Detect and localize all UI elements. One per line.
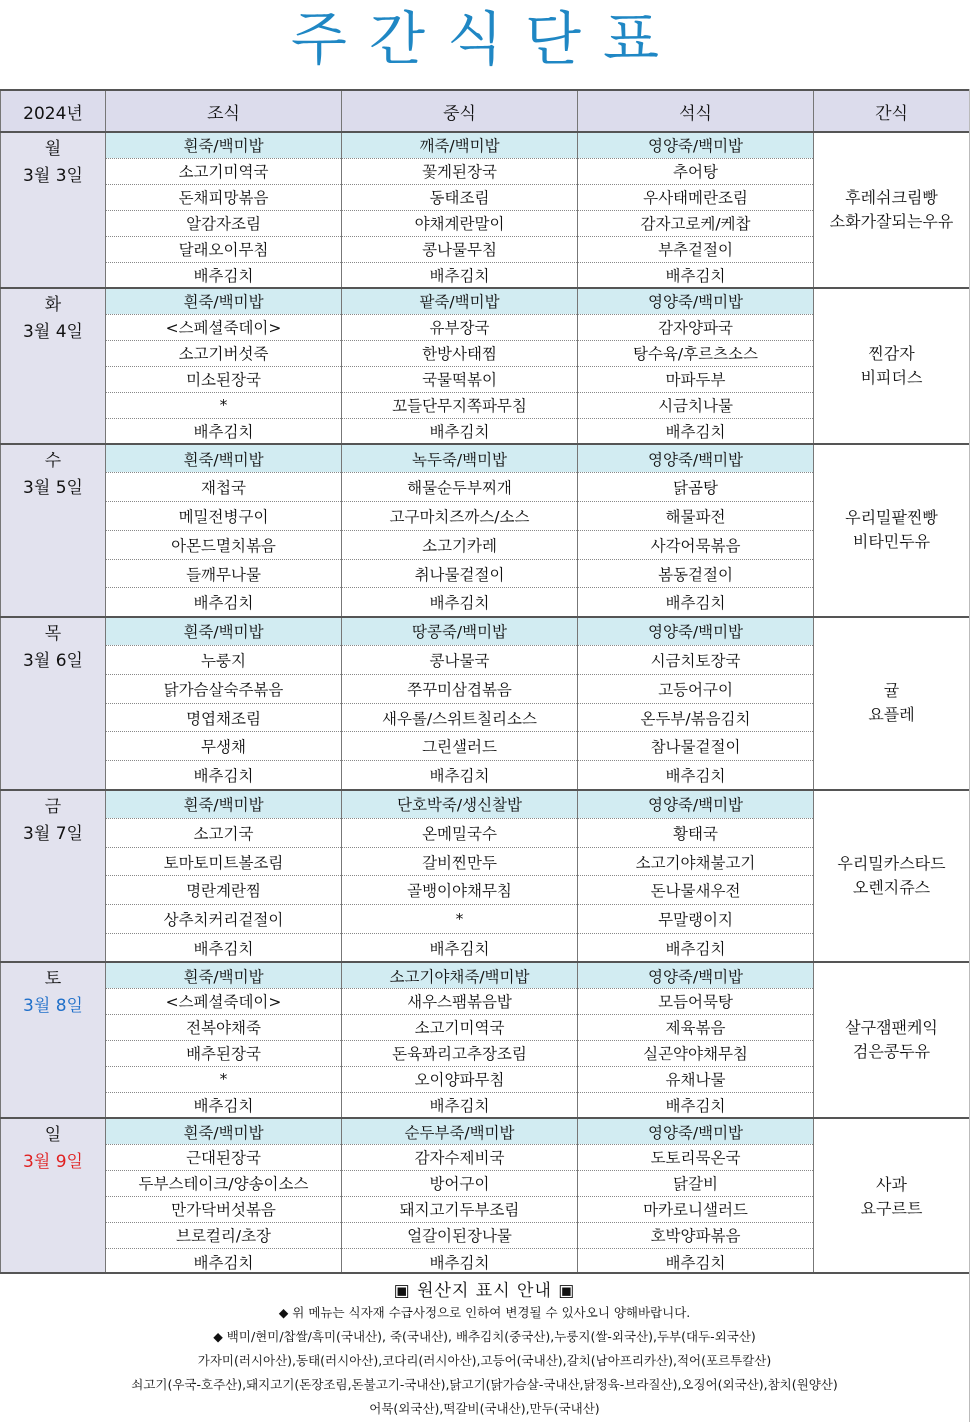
- breakfast-item: 흰죽/백미밥: [106, 617, 342, 646]
- origin-notice: [0, 1272, 969, 1421]
- breakfast-item: 배추된장국: [106, 1040, 342, 1066]
- dinner-item: 닭곰탕: [578, 473, 814, 502]
- lunch-item: 새우롤/스위트칠리소스: [342, 703, 578, 732]
- dinner-item: 배추김치: [578, 1248, 814, 1274]
- menu-row: [1, 962, 970, 988]
- date-label: 3월 5일: [23, 478, 83, 498]
- origin-notice-heading: ▣ 원산지 표시 안내 ▣: [393, 1281, 576, 1301]
- breakfast-item: 흰죽/백미밥: [106, 962, 342, 988]
- breakfast-item: 소고기국: [106, 818, 342, 847]
- notice-line: 쇠고기(우국-호주산),돼지고기(돈장조림,돈불고기-국내산),닭고기(닭가슴살-국내산,닭정육-브라질산),오징어(외국산),참치(원양산): [131, 1377, 838, 1392]
- menu-row: [1, 790, 970, 819]
- day-cell: [1, 132, 106, 288]
- dinner-item: 탕수육/후르츠소스: [578, 340, 814, 366]
- snack-item: 찐감자: [868, 344, 915, 363]
- dinner-item: 마파두부: [578, 366, 814, 392]
- breakfast-item: 소고기버섯죽: [106, 340, 342, 366]
- lunch-item: 오이양파무침: [342, 1066, 578, 1092]
- breakfast-item: 상추치커리겉절이: [106, 905, 342, 934]
- day-cell: [1, 790, 106, 963]
- date-label: 3월 4일: [23, 322, 83, 342]
- breakfast-item: 알감자조림: [106, 210, 342, 236]
- breakfast-item: 흰죽/백미밥: [106, 444, 342, 473]
- breakfast-item: 무생채: [106, 732, 342, 761]
- lunch-item: 깨죽/백미밥: [342, 132, 578, 158]
- lunch-item: 소고기미역국: [342, 1014, 578, 1040]
- menu-row: [1, 288, 970, 314]
- breakfast-item: 배추김치: [106, 418, 342, 444]
- breakfast-item: 만가닥버섯볶음: [106, 1196, 342, 1222]
- notice-line: 가자미(러시아산),동태(러시아산),코다리(러시아산),고등어(국내산),갈치(남아프리카산),적어(포르투칼산): [197, 1353, 772, 1368]
- dinner-item: 무말랭이지: [578, 905, 814, 934]
- lunch-item: 방어구이: [342, 1170, 578, 1196]
- breakfast-item: 들깨무나물: [106, 559, 342, 588]
- snack-item: 요플레: [868, 705, 915, 725]
- dinner-item: 마카로니샐러드: [578, 1196, 814, 1222]
- lunch-item: *: [342, 905, 578, 934]
- dinner-item: 사각어묵볶음: [578, 530, 814, 559]
- breakfast-item: 전복야채죽: [106, 1014, 342, 1040]
- breakfast-item: 배추김치: [106, 761, 342, 790]
- lunch-item: 골뱅이야채무침: [342, 876, 578, 905]
- dinner-item: 봄동겉절이: [578, 559, 814, 588]
- dinner-item: 배추김치: [578, 934, 814, 963]
- date-label: 3월 8일: [23, 996, 83, 1017]
- weekday-label: 수: [44, 451, 62, 471]
- breakfast-item: 소고기미역국: [106, 158, 342, 184]
- dinner-item: 배추김치: [578, 588, 814, 617]
- lunch-item: 취나물겉절이: [342, 559, 578, 588]
- lunch-item: 배추김치: [342, 418, 578, 444]
- dinner-item: 영양죽/백미밥: [578, 444, 814, 473]
- breakfast-item: <스페셜죽데이>: [106, 988, 342, 1014]
- lunch-item: 해물순두부찌개: [342, 473, 578, 502]
- breakfast-item: 두부스테이크/양송이소스: [106, 1170, 342, 1196]
- lunch-item: 순두부죽/백미밥: [342, 1118, 578, 1144]
- breakfast-item: 아몬드멸치볶음: [106, 530, 342, 559]
- dinner-item: 호박양파볶음: [578, 1222, 814, 1248]
- snack-item: 후레쉬크림빵: [845, 188, 938, 207]
- lunch-item: 배추김치: [342, 761, 578, 790]
- weekday-label: 일: [44, 1125, 62, 1146]
- lunch-item: 꼬들단무지쪽파무침: [342, 392, 578, 418]
- lunch-item: 단호박죽/생신찰밥: [342, 790, 578, 819]
- breakfast-item: 명엽채조림: [106, 703, 342, 732]
- breakfast-item: 배추김치: [106, 262, 342, 288]
- dinner-item: 우사태메란조림: [578, 184, 814, 210]
- breakfast-item: 메밀전병구이: [106, 502, 342, 531]
- dinner-item: 소고기야채불고기: [578, 847, 814, 876]
- dinner-item: 영양죽/백미밥: [578, 790, 814, 819]
- snack-cell: [814, 1118, 970, 1274]
- menu-row: [1, 617, 970, 646]
- snack-item: 요구르트: [860, 1198, 923, 1218]
- date-label: 3월 9일: [23, 1152, 83, 1173]
- snack-item: 오렌지쥬스: [852, 877, 931, 897]
- page-edge-divider: [969, 89, 970, 1422]
- dinner-item: 온두부/볶음김치: [578, 703, 814, 732]
- dinner-item: 시금치토장국: [578, 646, 814, 675]
- snack-header: 간식: [814, 90, 970, 132]
- day-cell: [1, 962, 106, 1118]
- breakfast-item: *: [106, 392, 342, 418]
- breakfast-item: 브로컬리/초장: [106, 1222, 342, 1248]
- dinner-item: 유채나물: [578, 1066, 814, 1092]
- breakfast-item: 배추김치: [106, 1248, 342, 1274]
- snack-item: 살구잼팬케익: [845, 1018, 938, 1038]
- dinner-item: 황태국: [578, 818, 814, 847]
- menu-row: [1, 1118, 970, 1144]
- lunch-item: 소고기카레: [342, 530, 578, 559]
- snack-item: 비타민두유: [852, 532, 931, 552]
- breakfast-item: *: [106, 1066, 342, 1092]
- lunch-header: 중식: [342, 90, 578, 132]
- snack-cell: [814, 617, 970, 790]
- lunch-item: 소고기야채죽/백미밥: [342, 962, 578, 988]
- dinner-item: 시금치나물: [578, 392, 814, 418]
- lunch-item: 땅콩죽/백미밥: [342, 617, 578, 646]
- weekday-label: 월: [44, 139, 62, 159]
- snack-item: 귤: [883, 681, 900, 701]
- dinner-item: 실곤약야채무침: [578, 1040, 814, 1066]
- lunch-item: 온메밀국수: [342, 818, 578, 847]
- dinner-item: 영양죽/백미밥: [578, 288, 814, 314]
- snack-cell: [814, 444, 970, 617]
- breakfast-item: 미소된장국: [106, 366, 342, 392]
- menu-body: [1, 132, 970, 1274]
- notice-line: 어묵(외국산),떡갈비(국내산),만두(국내산): [369, 1401, 600, 1416]
- snack-item: 비피더스: [860, 368, 923, 387]
- snack-cell: [814, 132, 970, 288]
- lunch-item: 동태조림: [342, 184, 578, 210]
- lunch-item: 녹두죽/백미밥: [342, 444, 578, 473]
- dinner-item: 닭갈비: [578, 1170, 814, 1196]
- dinner-item: 감자양파국: [578, 314, 814, 340]
- breakfast-item: <스페셜죽데이>: [106, 314, 342, 340]
- weekday-label: 토: [44, 969, 62, 990]
- lunch-item: 새우스팸볶음밥: [342, 988, 578, 1014]
- dinner-item: 배추김치: [578, 418, 814, 444]
- dinner-item: 배추김치: [578, 1092, 814, 1118]
- breakfast-item: 흰죽/백미밥: [106, 132, 342, 158]
- snack-cell: [814, 962, 970, 1118]
- lunch-item: 고구마치즈까스/소스: [342, 502, 578, 531]
- day-cell: [1, 617, 106, 790]
- dinner-item: 영양죽/백미밥: [578, 1118, 814, 1144]
- day-cell: [1, 1118, 106, 1274]
- menu-table: [0, 89, 970, 1274]
- dinner-item: 참나물겉절이: [578, 732, 814, 761]
- breakfast-item: 달래오이무침: [106, 236, 342, 262]
- lunch-item: 배추김치: [342, 934, 578, 963]
- breakfast-item: 흰죽/백미밥: [106, 288, 342, 314]
- dinner-item: 영양죽/백미밥: [578, 962, 814, 988]
- dinner-item: 배추김치: [578, 262, 814, 288]
- breakfast-item: 돈채피망볶음: [106, 184, 342, 210]
- day-cell: [1, 288, 106, 444]
- weekday-label: 금: [44, 796, 62, 817]
- dinner-header: 석식: [578, 90, 814, 132]
- header-row: [1, 90, 970, 132]
- breakfast-item: 배추김치: [106, 588, 342, 617]
- breakfast-item: 닭가슴살숙주볶음: [106, 674, 342, 703]
- breakfast-item: 흰죽/백미밥: [106, 1118, 342, 1144]
- dinner-item: 해물파전: [578, 502, 814, 531]
- notice-line: ◆ 백미/현미/찹쌀/흑미(국내산), 죽(국내산), 배추김치(중국산),누룽지(쌀-외국산),두부(대두-외국산): [213, 1329, 756, 1344]
- lunch-item: 야채계란말이: [342, 210, 578, 236]
- breakfast-item: 토마토미트볼조림: [106, 847, 342, 876]
- lunch-item: 배추김치: [342, 262, 578, 288]
- menu-row: [1, 444, 970, 473]
- breakfast-item: 배추김치: [106, 934, 342, 963]
- breakfast-item: 누룽지: [106, 646, 342, 675]
- dinner-item: 추어탕: [578, 158, 814, 184]
- year-header: 2024년: [1, 90, 106, 132]
- lunch-item: 꽃게된장국: [342, 158, 578, 184]
- notice-line: ◆ 위 메뉴는 식자재 수급사정으로 인하여 변경될 수 있사오니 양해바랍니다.: [278, 1305, 691, 1320]
- dinner-item: 제육볶음: [578, 1014, 814, 1040]
- snack-cell: [814, 790, 970, 963]
- date-label: 3월 6일: [23, 650, 83, 671]
- breakfast-item: 명란계란찜: [106, 876, 342, 905]
- dinner-item: 모듬어묵탕: [578, 988, 814, 1014]
- weekday-label: 화: [44, 295, 62, 315]
- date-label: 3월 3일: [23, 166, 83, 186]
- lunch-item: 얼갈이된장나물: [342, 1222, 578, 1248]
- lunch-item: 돈육꽈리고추장조림: [342, 1040, 578, 1066]
- lunch-item: 배추김치: [342, 588, 578, 617]
- snack-item: 우리밀팥찐빵: [845, 508, 938, 528]
- breakfast-item: 재첩국: [106, 473, 342, 502]
- dinner-item: 도토리묵온국: [578, 1144, 814, 1170]
- dinner-item: 영양죽/백미밥: [578, 132, 814, 158]
- snack-item: 우리밀카스타드: [837, 853, 946, 873]
- lunch-item: 국물떡볶이: [342, 366, 578, 392]
- lunch-item: 유부장국: [342, 314, 578, 340]
- lunch-item: 콩나물무침: [342, 236, 578, 262]
- lunch-item: 쭈꾸미삼겹볶음: [342, 674, 578, 703]
- breakfast-item: 배추김치: [106, 1092, 342, 1118]
- dinner-item: 부추겉절이: [578, 236, 814, 262]
- lunch-item: 배추김치: [342, 1092, 578, 1118]
- dinner-item: 돈나물새우전: [578, 876, 814, 905]
- breakfast-item: 근대된장국: [106, 1144, 342, 1170]
- breakfast-header: 조식: [106, 90, 342, 132]
- weekday-label: 목: [44, 623, 62, 644]
- snack-item: 소화가잘되는우유: [829, 212, 954, 231]
- lunch-item: 팥죽/백미밥: [342, 288, 578, 314]
- dinner-item: 영양죽/백미밥: [578, 617, 814, 646]
- dinner-item: 배추김치: [578, 761, 814, 790]
- lunch-item: 돼지고기두부조림: [342, 1196, 578, 1222]
- lunch-item: 한방사태찜: [342, 340, 578, 366]
- page-title: 주간식단표: [290, 5, 682, 73]
- dinner-item: 감자고로케/케찹: [578, 210, 814, 236]
- snack-cell: [814, 288, 970, 444]
- dinner-item: 고등어구이: [578, 674, 814, 703]
- lunch-item: 콩나물국: [342, 646, 578, 675]
- snack-item: 사과: [876, 1174, 907, 1194]
- day-cell: [1, 444, 106, 617]
- lunch-item: 배추김치: [342, 1248, 578, 1274]
- menu-row: [1, 132, 970, 158]
- lunch-item: 갈비찐만두: [342, 847, 578, 876]
- lunch-item: 감자수제비국: [342, 1144, 578, 1170]
- snack-item: 검은콩두유: [852, 1042, 931, 1062]
- date-label: 3월 7일: [23, 823, 83, 844]
- lunch-item: 그린샐러드: [342, 732, 578, 761]
- breakfast-item: 흰죽/백미밥: [106, 790, 342, 819]
